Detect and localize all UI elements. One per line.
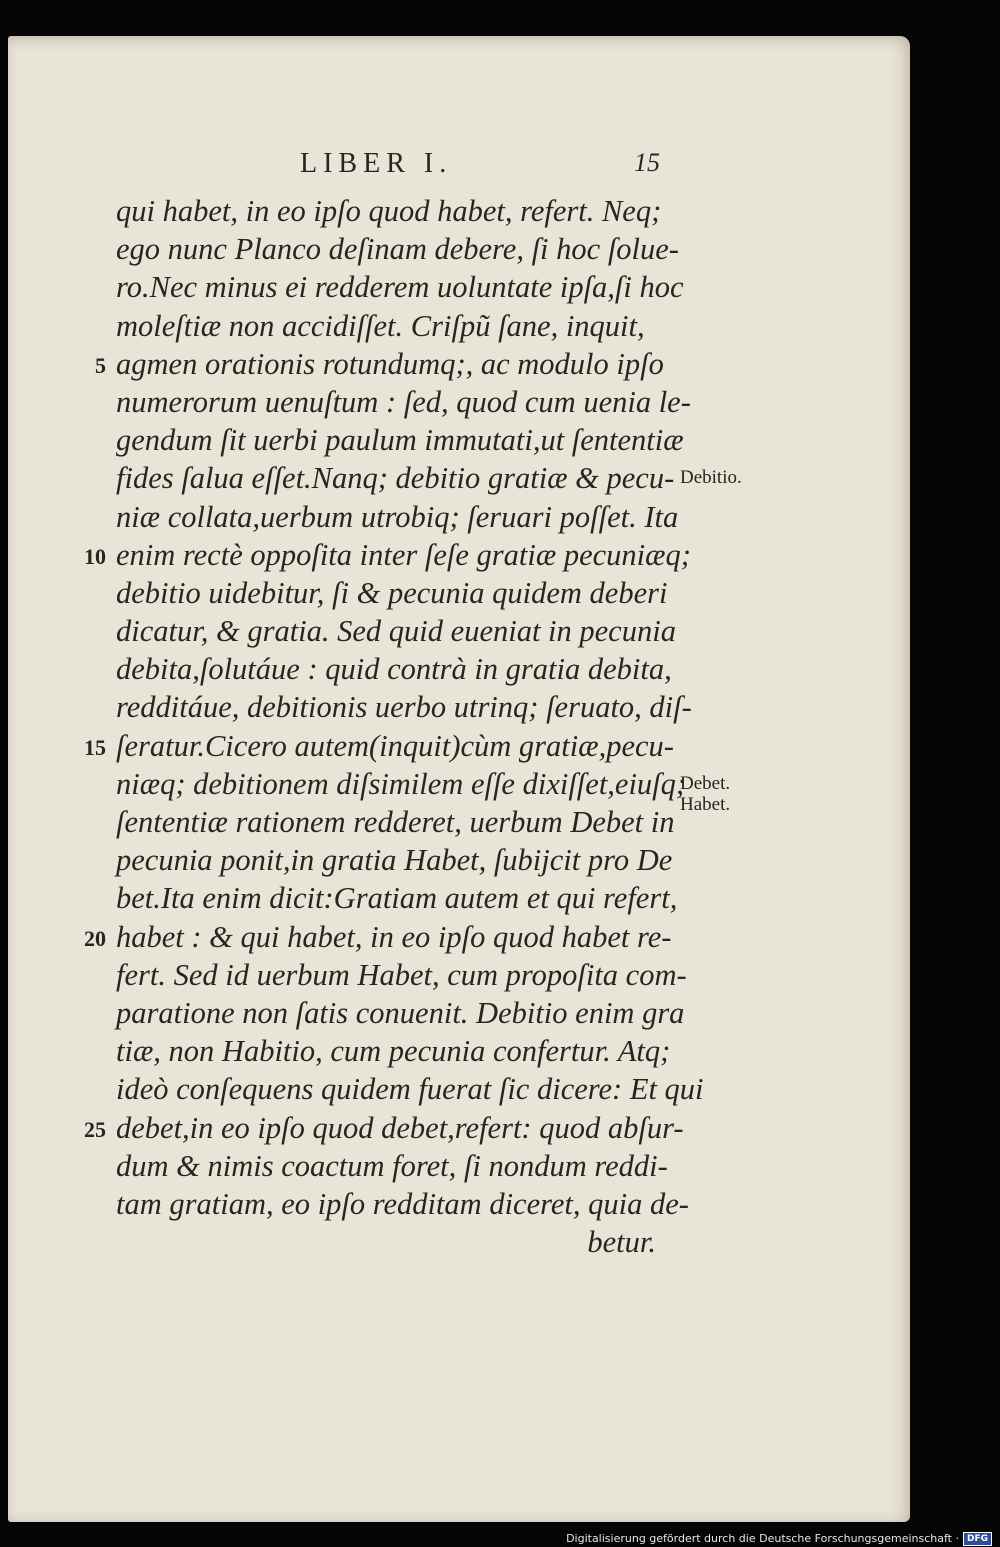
text-line: enim rectè oppoſita inter ſeſe gratiæ pecuniæq; (116, 537, 691, 572)
text-line: ideò conſequens quidem fuerat ſic dicere: Et qui (116, 1072, 704, 1107)
text-line: gendum ſit uerbi paulum immutati,ut ſententiæ (116, 423, 684, 458)
text-line: debet,in eo ipſo quod debet,refert: quod abſur- (116, 1110, 684, 1145)
text-line: pecunia ponit,in gratia Habet, ſubijcit pro De (116, 843, 673, 878)
text-line: ro.Nec minus ei redderem uoluntate ipſa,ſi hoc (116, 270, 684, 305)
text-line: debita,ſolutáue : quid contrà in gratia debita, (116, 652, 672, 687)
text-line: tam gratiam, eo ipſo redditam diceret, quia de- (116, 1186, 689, 1221)
text-line: ſententiæ rationem redderet, uerbum Debet in (116, 805, 675, 839)
text-line: paratione non ſatis conuenit. Debitio enim gra (116, 995, 685, 1030)
footer-text: Digitalisierung gefördert durch die Deutsche Forschungsgemeinschaft · (566, 1532, 959, 1545)
line-number: 20 (84, 925, 106, 951)
text-line: qui habet, in eo ipſo quod habet, refert. Neq; (116, 194, 662, 228)
marginal-note: Debet. (680, 773, 731, 794)
text-line: dum & nimis coactum foret, ſi nondum reddi- (116, 1148, 668, 1183)
line-number: 10 (84, 543, 106, 569)
text-line: habet : & qui habet, in eo ipſo quod habet re- (116, 919, 672, 954)
text-line: fides ſalua eſſet.Nanq; debitio gratiæ & pecu- (116, 461, 675, 496)
marginal-note: Habet. (680, 794, 731, 815)
text-line: moleſtiæ non accidiſſet. Criſpũ ſane, inquit, (116, 308, 645, 343)
text-line: redditáue, debitionis uerbo utrinq; ſeruato, diſ- (116, 690, 692, 725)
marginal-note: Debitio. (680, 467, 742, 489)
text-line: agmen orationis rotundumq;, ac modulo ipſo (116, 346, 664, 381)
line-number: 25 (84, 1116, 106, 1142)
text-line: niæq; debitionem diſsimilem eſſe dixiſſet,eiuſq; (116, 766, 687, 801)
text-line: tiæ, non Habitio, cum pecunia confertur. Atq; (116, 1034, 671, 1069)
text-line: niæ collata,uerbum utrobiq; ſeruari poſſet. Ita (116, 499, 679, 534)
text-line: debitio uidebitur, ſi & pecunia quidem deberi (116, 575, 668, 610)
text-line: numerorum uenuſtum : ſed, quod cum uenia le- (116, 384, 691, 419)
line-number: 5 (95, 352, 106, 378)
text-line: fert. Sed id uerbum Habet, cum propoſita com- (116, 957, 687, 992)
page-number: 15 (634, 148, 660, 177)
text-line: ſeratur.Cicero autem(inquit)cùm gratiæ,pecu- (116, 728, 674, 763)
line-number: 15 (84, 734, 106, 760)
catchword: betur. (587, 1225, 656, 1260)
running-head (300, 148, 670, 188)
running-head-title: LIBER I. (300, 148, 453, 179)
text-line: bet.Ita enim dicit:Gratiam autem et qui refert, (116, 881, 678, 916)
text-line: ego nunc Planco deſinam debere, ſi hoc ſolue- (116, 232, 679, 267)
body-text (116, 192, 704, 1261)
footer-credit (566, 1530, 992, 1547)
text-line: dicatur, & gratia. Sed quid eueniat in pecunia (116, 614, 676, 649)
dfg-logo-icon: DFG (963, 1532, 992, 1546)
